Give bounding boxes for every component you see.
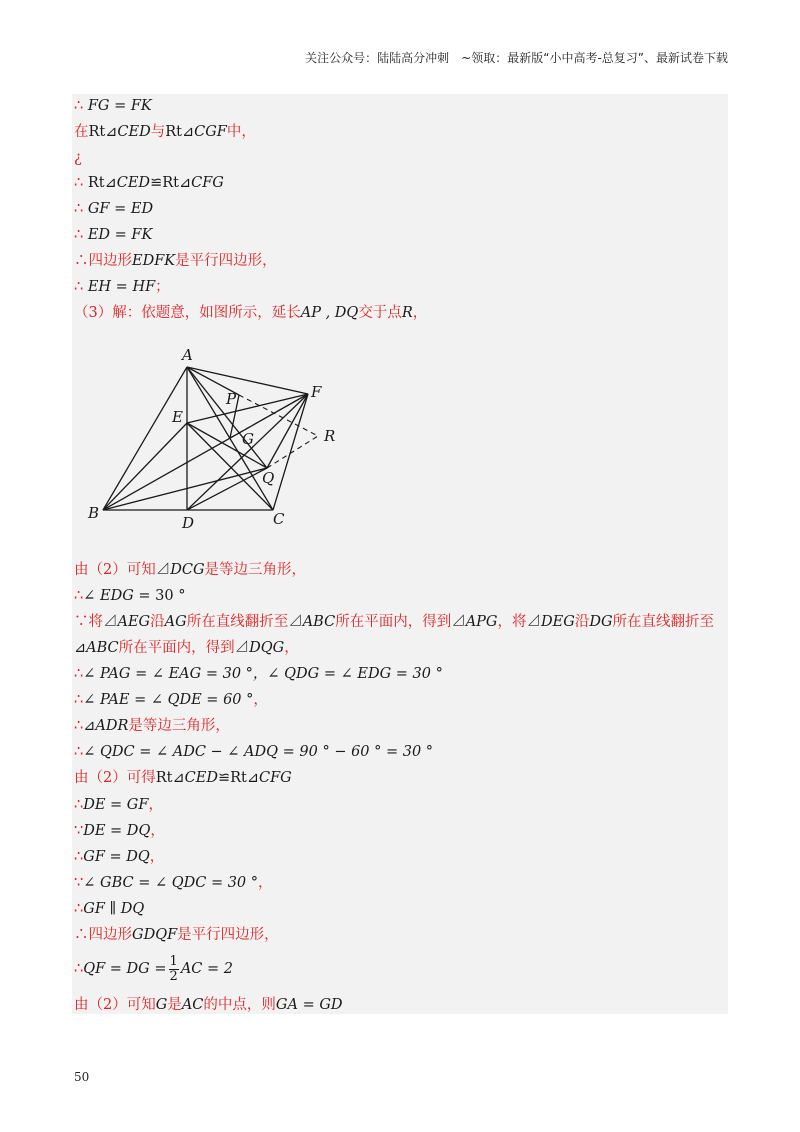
text: EDG (100, 588, 134, 604)
text: 是等边三角形， (128, 718, 230, 734)
text: Rt⊿ (165, 124, 195, 140)
text: Rt⊿ (162, 175, 192, 191)
line-eh-hf (74, 277, 170, 297)
text: 四边形 (88, 927, 132, 943)
line-parallelogram-gdqf (74, 925, 279, 945)
because-symbol: ∵ (74, 614, 89, 630)
page-number: 50 (74, 1070, 90, 1084)
equation: FG = FK (87, 98, 152, 114)
text: 所在直线翻折至 (186, 614, 289, 630)
text: 沿 (574, 614, 590, 630)
solid-lines (103, 367, 308, 510)
geometry-figure (86, 342, 346, 532)
text: ⊿ (451, 614, 466, 630)
figure-svg (86, 342, 346, 532)
text: ⊿ (526, 614, 542, 630)
because-symbol: ∵ (74, 823, 84, 839)
line-in-triangles (74, 122, 256, 142)
line-g-midpoint (74, 995, 343, 1015)
line-de-gf (74, 795, 163, 815)
equation: ∠ PAG = ∠ EAG = 30 °，∠ QDG = ∠ EDG = 30 ° (83, 666, 443, 682)
therefore-symbol: ∴ (74, 901, 84, 917)
text: ⊿ (83, 718, 96, 734)
equation: AC = 2 (180, 961, 233, 977)
text: ⊿ (155, 562, 171, 578)
segment-ab (103, 367, 187, 510)
text: Rt⊿ (155, 770, 185, 786)
line-qf-dg (74, 954, 233, 984)
equation: GF = DQ (83, 849, 150, 865)
line-parallelogram-edfk (74, 251, 277, 271)
therefore-symbol: ∴ (74, 849, 84, 865)
text: 在 (74, 124, 89, 140)
text: CFG (259, 770, 292, 786)
label-g: G (242, 430, 254, 448)
line-part3-intro (74, 303, 427, 323)
label-c: C (273, 510, 285, 528)
line-congruent-2 (74, 768, 292, 788)
therefore-symbol: ∴ (74, 744, 84, 760)
therefore-symbol: ∴ (74, 588, 84, 604)
label-f: F (311, 383, 322, 401)
line-angle-edg (74, 586, 185, 606)
therefore-symbol: ∴ (74, 692, 84, 708)
line-fold-result (74, 638, 299, 658)
text: ∠ (83, 588, 100, 604)
therefore-symbol: ∴ (74, 98, 84, 114)
text: 与 (150, 124, 166, 140)
segment-dq (187, 468, 267, 510)
text: ， (412, 305, 428, 321)
equation: DE = DQ (83, 823, 151, 839)
text: DQG (249, 640, 285, 656)
text: 是平行四边形， (177, 927, 279, 943)
text: Rt⊿ (87, 175, 117, 191)
text: ， (149, 849, 165, 865)
therefore-symbol: ∴ (74, 279, 84, 295)
equation: GF ∥ DQ (83, 901, 145, 917)
text: ， (253, 692, 268, 708)
text: 交于点 (358, 305, 402, 321)
label-d: D (182, 514, 195, 532)
text: ，将 (497, 614, 527, 630)
therefore-symbol: ∴ (74, 961, 84, 977)
line-placeholder: ¿ (74, 150, 82, 166)
equation: ∠ PAE = ∠ QDE = 60 ° (83, 692, 254, 708)
text: 由（2）可知 (74, 562, 156, 578)
therefore-symbol: ∴ (74, 718, 84, 734)
text: Rt⊿ (230, 770, 260, 786)
line-equilateral-adr (74, 716, 230, 736)
text: APG (465, 614, 498, 630)
text: 四边形 (88, 253, 132, 269)
text: 沿 (150, 614, 165, 630)
therefore-symbol: ∴ (74, 927, 89, 943)
text: R (401, 305, 413, 321)
text: ； (155, 279, 170, 295)
text: ADR (95, 718, 129, 734)
text: 所在直线翻折至 (612, 614, 715, 630)
segment-be (103, 423, 187, 510)
text: ⊿ (103, 614, 118, 630)
text: AP , DQ (300, 305, 359, 321)
therefore-symbol: ∴ (74, 797, 84, 813)
text: EH = HF (87, 279, 156, 295)
therefore-symbol: ∴ (74, 666, 84, 682)
text: G (155, 997, 168, 1013)
therefore-symbol: ∴ (74, 253, 89, 269)
line-angles-60 (74, 690, 268, 710)
label-p: P (226, 390, 237, 408)
dashed-qr (267, 436, 318, 468)
text: CED (184, 770, 218, 786)
text: ， (150, 823, 165, 839)
because-symbol: ∵ (74, 875, 84, 891)
line-gf-parallel-dq (74, 899, 144, 919)
label-q: Q (262, 469, 275, 487)
text: = 30 ° (133, 588, 186, 604)
text: 将 (88, 614, 103, 630)
fraction-denominator: 2 (169, 968, 178, 984)
text: EDFK (132, 253, 176, 269)
label-b: B (88, 504, 100, 522)
text: ， (148, 797, 163, 813)
line-ed-fk (74, 225, 152, 245)
text: DCG (170, 562, 205, 578)
equation: QF = DG = (83, 961, 167, 977)
line-congruent (74, 173, 224, 193)
line-fg-fk (74, 96, 152, 116)
text: 是等边三角形， (204, 562, 307, 578)
line-angle-qdc (74, 742, 433, 762)
text: ⊿ (288, 614, 303, 630)
fraction-one-half (169, 955, 179, 984)
text: GA = GD (275, 997, 343, 1013)
label-a: A (182, 346, 193, 364)
text: GDQF (132, 927, 178, 943)
therefore-symbol: ∴ (74, 227, 84, 243)
text: 由（2）可知 (74, 997, 156, 1013)
therefore-symbol: ∴ (74, 201, 84, 217)
line-gf-ed (74, 199, 153, 219)
text: AG (164, 614, 187, 630)
text: （3）解：依题意，如图所示，延长 (74, 305, 301, 321)
equation: GF = ED (87, 201, 154, 217)
text: ABC (86, 640, 119, 656)
text: CFG (191, 175, 224, 191)
text: ⊿ (234, 640, 250, 656)
segment-bq (103, 468, 267, 510)
text: 所在平面内，得到 (335, 614, 452, 630)
text: ， (284, 640, 299, 656)
line-de-dq (74, 821, 165, 841)
text: CGF (194, 124, 227, 140)
text: DEG (541, 614, 575, 630)
text: 的中点，则 (203, 997, 276, 1013)
text: 是 (167, 997, 182, 1013)
label-r: R (324, 427, 336, 445)
line-angles-30 (74, 664, 443, 684)
equation: DE = GF (83, 797, 149, 813)
text: ， (258, 875, 273, 891)
text: ≌ (217, 770, 231, 786)
equation: ED = FK (87, 227, 153, 243)
text: CED (116, 175, 151, 191)
text: AEG (117, 614, 151, 630)
therefore-symbol: ∴ (74, 175, 84, 191)
text: Rt⊿ (88, 124, 118, 140)
text: ⊿ (74, 640, 87, 656)
line-angle-gbc (74, 873, 273, 893)
page-header: 关注公众号：陆陆高分冲刺 ~领取：最新版“小中高考-总复习”、最新试卷下载 (305, 51, 728, 65)
text: CED (117, 124, 151, 140)
line-equilateral-dcg (74, 560, 306, 580)
text: 中， (226, 124, 256, 140)
text: ABC (302, 614, 336, 630)
line-gf-dq (74, 847, 164, 867)
fraction-numerator: 1 (169, 953, 178, 969)
text: 由（2）可得 (74, 770, 156, 786)
text: AC (181, 997, 204, 1013)
text: 是平行四边形， (175, 253, 277, 269)
text: ≌ (150, 175, 163, 191)
equation: ∠ GBC = ∠ QDC = 30 ° (83, 875, 259, 891)
label-e: E (172, 408, 183, 426)
text: DG (589, 614, 613, 630)
equation: ∠ QDC = ∠ ADC − ∠ ADQ = 90 ° − 60 ° = 30 ° (83, 744, 434, 760)
text: 所在平面内，得到 (118, 640, 235, 656)
line-fold-description (74, 612, 714, 632)
